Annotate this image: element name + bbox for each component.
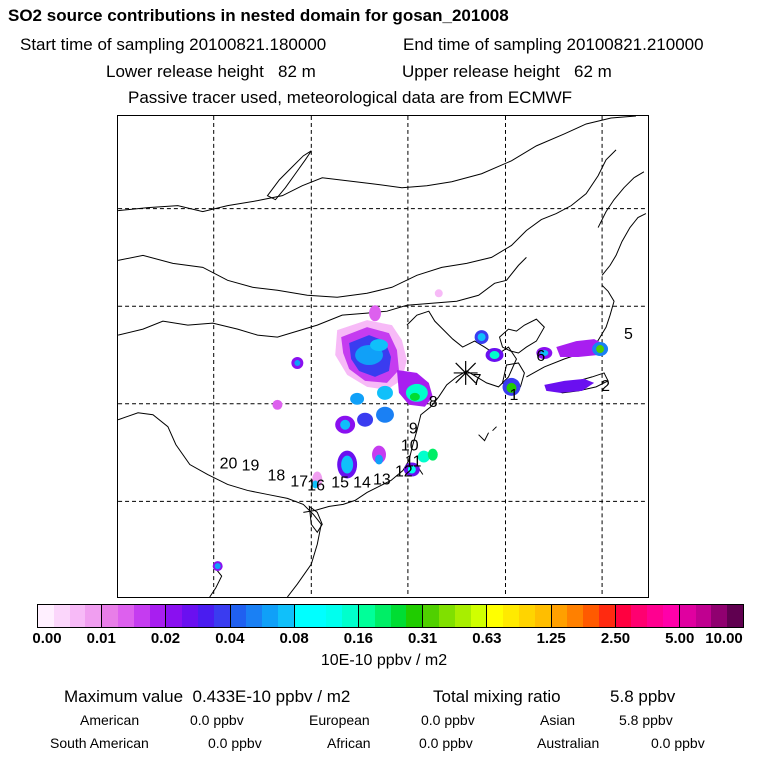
- colorbar-segment: [359, 605, 423, 627]
- colorbar-swatch: [599, 605, 615, 627]
- colorbar-swatch: [85, 605, 101, 627]
- colorbar-segment: [231, 605, 295, 627]
- colorbar-unit: 10E-10 ppbv / m2: [320, 652, 448, 669]
- site-label-6: 6: [536, 347, 546, 365]
- site-label-5: 5: [623, 326, 633, 344]
- colorbar-swatch: [552, 605, 568, 627]
- site-label-18: 18: [267, 467, 286, 485]
- colorbar-swatch: [166, 605, 182, 627]
- colorbar-segment: [166, 605, 230, 627]
- colorbar-tick-label: 0.04: [215, 630, 245, 647]
- start-time: [20, 35, 326, 55]
- region-american-value: 0.0 ppbv: [190, 712, 244, 728]
- colorbar: [37, 604, 744, 628]
- colorbar-swatch: [711, 605, 727, 627]
- colorbar-swatch: [262, 605, 278, 627]
- colorbar-swatch: [471, 605, 487, 627]
- site-label-9: 9: [408, 420, 418, 438]
- colorbar-swatch: [134, 605, 150, 627]
- colorbar-tick-label: 0.31: [408, 630, 438, 647]
- site-label-1: 1: [509, 386, 519, 404]
- colorbar-swatch: [375, 605, 391, 627]
- colorbar-tick-label: 0.02: [150, 630, 181, 647]
- colorbar-swatch: [70, 605, 86, 627]
- colorbar-swatch: [214, 605, 230, 627]
- colorbar-segment: [102, 605, 166, 627]
- site-label-20: 20: [219, 455, 238, 473]
- colorbar-swatch: [439, 605, 455, 627]
- site-label-17: 17: [290, 473, 309, 491]
- region-australian-name: Australian: [537, 735, 600, 751]
- colorbar-swatch: [326, 605, 342, 627]
- colorbar-swatch: [535, 605, 551, 627]
- colorbar-swatch: [359, 605, 375, 627]
- colorbar-tick-label: 1.25: [536, 630, 566, 647]
- colorbar-swatch: [631, 605, 647, 627]
- colorbar-swatch: [295, 605, 311, 627]
- region-african-name: African: [327, 735, 371, 751]
- colorbar-tick-label: 0.08: [279, 630, 309, 647]
- upper-release-value: 62 m: [574, 62, 612, 81]
- lower-release-value: 82 m: [278, 62, 316, 81]
- colorbar-swatch: [118, 605, 134, 627]
- region-australian-value: 0.0 ppbv: [651, 735, 705, 751]
- site-label-13: 13: [373, 471, 391, 489]
- maximum-value-label: Maximum value: [64, 687, 184, 706]
- start-time-label: Start time of sampling: [20, 35, 185, 54]
- colorbar-segment: [680, 605, 743, 627]
- upper-release-height: [402, 62, 612, 82]
- region-american-name: American: [80, 712, 140, 728]
- region-african-value: 0.0 ppbv: [419, 735, 473, 751]
- colorbar-swatch: [311, 605, 327, 627]
- colorbar-swatch: [696, 605, 712, 627]
- colorbar-segment: [487, 605, 551, 627]
- colorbar-swatch: [583, 605, 599, 627]
- colorbar-swatch: [647, 605, 663, 627]
- end-time: [403, 35, 704, 55]
- maximum-value-number: 0.433E-10 ppbv / m2: [192, 687, 351, 706]
- colorbar-swatch: [231, 605, 247, 627]
- colorbar-tick-label: 5.00: [665, 630, 695, 647]
- colorbar-segment: [616, 605, 680, 627]
- colorbar-tick-label: 0.16: [343, 630, 373, 647]
- map-title: SO2 source contributions in nested domain for gosan_201008: [8, 6, 509, 25]
- colorbar-swatch: [391, 605, 407, 627]
- colorbar-swatch: [38, 605, 54, 627]
- end-time-label: End time of sampling: [403, 35, 562, 54]
- colorbar-swatch: [278, 605, 294, 627]
- site-label-14: 14: [353, 474, 371, 492]
- colorbar-swatch: [519, 605, 535, 627]
- site-label-8: 8: [428, 393, 438, 411]
- colorbar-swatch: [663, 605, 679, 627]
- colorbar-swatch: [423, 605, 439, 627]
- colorbar-segment: [38, 605, 102, 627]
- colorbar-segment: [423, 605, 487, 627]
- colorbar-swatch: [342, 605, 358, 627]
- colorbar-tick-label: 0.00: [32, 630, 62, 647]
- site-label-2: 2: [601, 377, 610, 395]
- map-canvas: [118, 116, 648, 597]
- site-label-7: 7: [472, 371, 482, 389]
- site-label-19: 19: [241, 457, 260, 475]
- colorbar-swatch: [182, 605, 198, 627]
- total-mixing-label: Total mixing ratio: [433, 687, 561, 706]
- region-asian-name: Asian: [540, 712, 576, 728]
- total-mixing-ratio: [433, 687, 675, 707]
- site-label-15: 15: [331, 474, 349, 492]
- colorbar-swatch: [102, 605, 118, 627]
- colorbar-segment: [552, 605, 616, 627]
- colorbar-tick-label: 0.63: [472, 630, 502, 647]
- colorbar-swatch: [727, 605, 743, 627]
- tracer-note: Passive tracer used, meteorological data are from ECMWF: [128, 88, 573, 107]
- colorbar-tick-label: 10.00: [705, 630, 743, 647]
- colorbar-swatch: [54, 605, 70, 627]
- region-south-american-value: 0.0 ppbv: [208, 735, 262, 751]
- colorbar-swatch: [198, 605, 214, 627]
- colorbar-swatch: [246, 605, 262, 627]
- region-south-american-name: South American: [50, 735, 149, 751]
- colorbar-tick-label: 2.50: [600, 630, 631, 647]
- colorbar-swatch: [616, 605, 632, 627]
- end-time-value: 20100821.210000: [566, 35, 704, 54]
- map-panel: [117, 115, 649, 598]
- lower-release-label: Lower release height: [106, 62, 264, 81]
- upper-release-label: Upper release height: [402, 62, 560, 81]
- maximum-value: [64, 687, 350, 707]
- colorbar-swatch: [487, 605, 503, 627]
- colorbar-swatch: [567, 605, 583, 627]
- region-european-name: European: [309, 712, 370, 728]
- site-label-12: 12: [394, 463, 413, 481]
- site-label-10: 10: [400, 437, 419, 455]
- region-european-value: 0.0 ppbv: [421, 712, 475, 728]
- colorbar-swatch: [406, 605, 422, 627]
- colorbar-tick-label: 0.01: [86, 630, 116, 647]
- colorbar-swatch: [680, 605, 696, 627]
- site-label-16: 16: [307, 477, 326, 495]
- colorbar-segment: [295, 605, 359, 627]
- region-asian-value: 5.8 ppbv: [619, 712, 673, 728]
- start-time-value: 20100821.180000: [189, 35, 327, 54]
- colorbar-swatch: [455, 605, 471, 627]
- site-label-11: 11: [404, 453, 422, 471]
- colorbar-swatch: [150, 605, 166, 627]
- total-mixing-value: 5.8 ppbv: [610, 687, 676, 706]
- lower-release-height: [106, 62, 316, 82]
- colorbar-swatch: [503, 605, 519, 627]
